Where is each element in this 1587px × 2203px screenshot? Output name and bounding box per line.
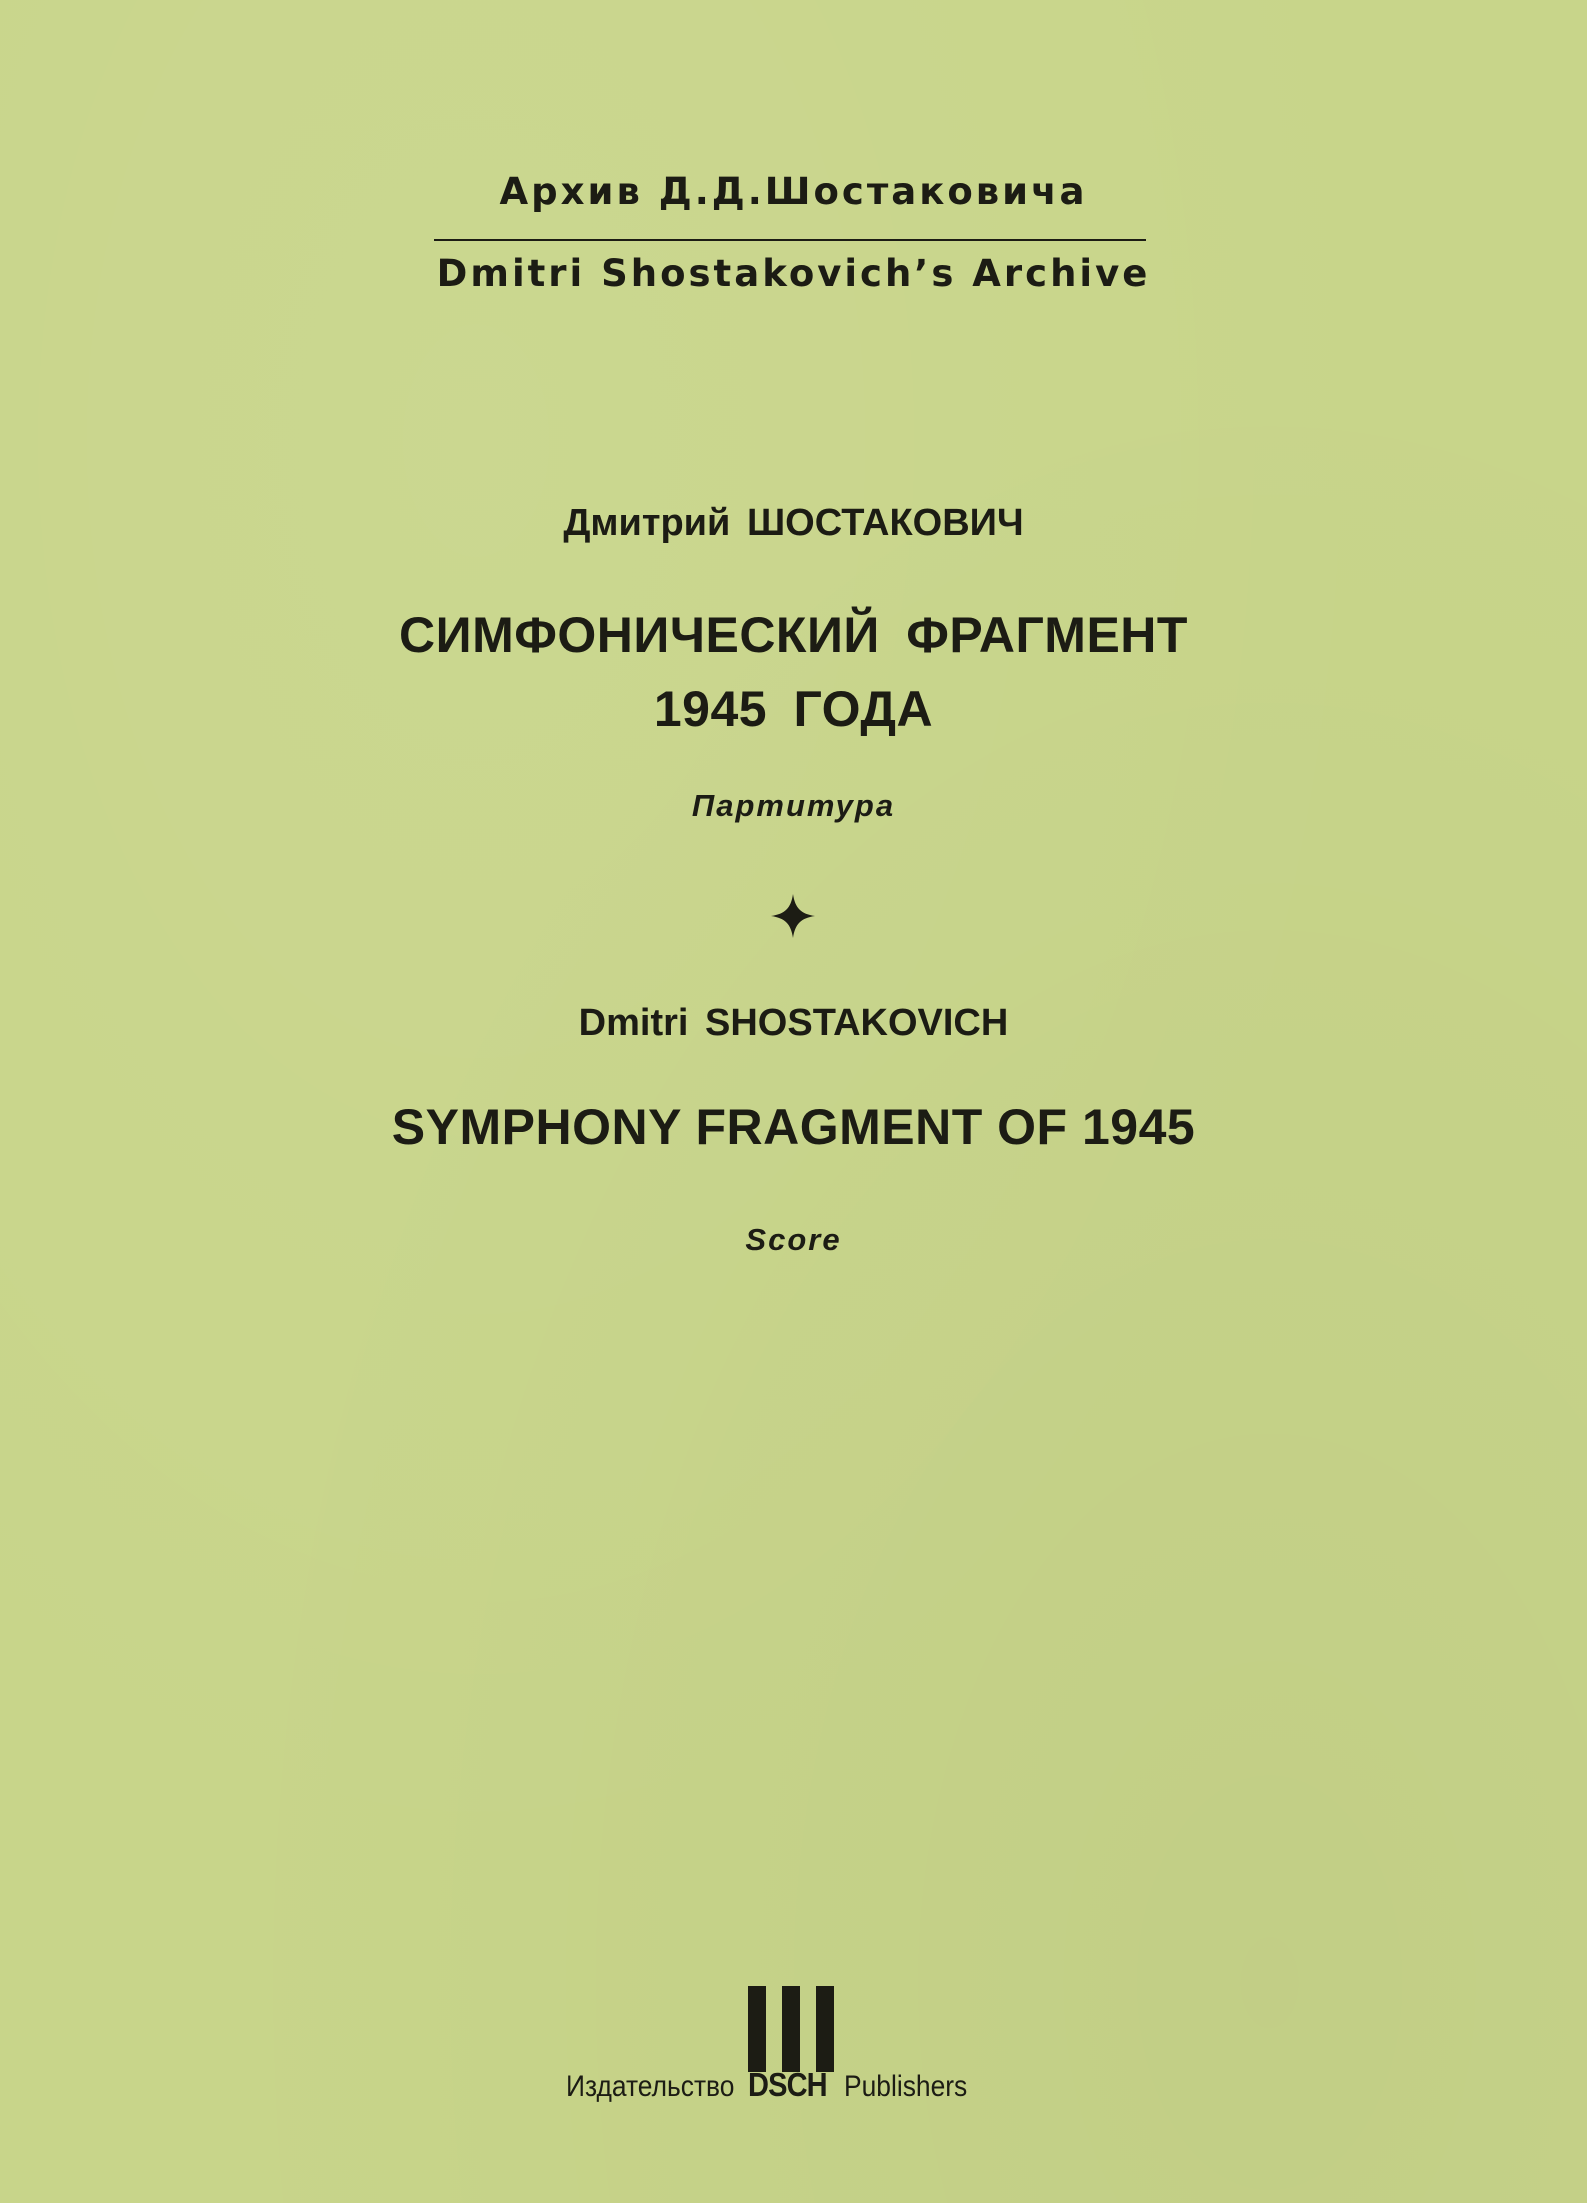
archive-title-english: Dmitri Shostakovich’s Archive [436,252,1151,295]
score-label-russian: Партитура [691,788,896,823]
composer-name-english: Dmitri SHOSTAKOVICH [578,1002,1009,1044]
four-point-star-icon [769,892,817,940]
archive-title-russian: Архив Д.Д.Шостаковича [499,170,1088,213]
work-title-russian [0,598,1587,746]
score-label-english: Score [745,1222,842,1257]
publisher-mark: DSCH [748,2066,827,2103]
work-title-russian-line2: 1945 ГОДА [653,681,934,737]
composer-name-russian: Дмитрий ШОСТАКОВИЧ [563,502,1024,544]
work-title-russian-line1: СИМФОНИЧЕСКИЙ ФРАГМЕНТ [399,607,1188,663]
work-title-english: SYMPHONY FRAGMENT OF 1945 [391,1099,1196,1155]
publisher-label-english: Publishers [844,2070,968,2103]
archive-divider-line [434,239,1146,241]
publisher-label-russian: Издательство [565,2070,734,2103]
